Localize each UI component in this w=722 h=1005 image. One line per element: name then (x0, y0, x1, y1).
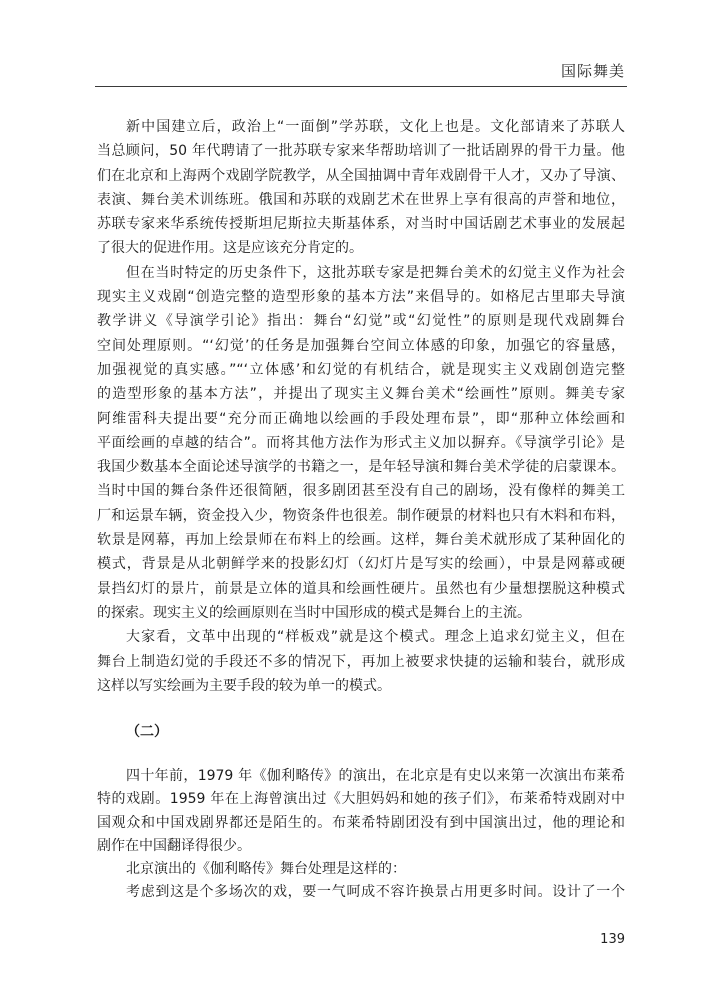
body-text-section-1 (97, 115, 625, 698)
text-line: 表演、舞台美术训练班。俄国和苏联的戏剧艺术在世界上享有很高的声誉和地位， (97, 191, 625, 208)
text-line: 空间处理原则。“‘幻觉’的任务是加强舞台空间立体感的印象，加强它的容量感， (97, 337, 625, 354)
text-line: 平面绘画的卓越的结合”。而将其他方法作为形式主义加以摒弃。《导演学引论》是 (97, 434, 625, 451)
body-text-section-2 (97, 765, 625, 905)
text-line: 加强视觉的真实感。”“‘立体感’和幻觉的有机结合，就是现实主义戏剧创造完整 (97, 361, 625, 378)
text-line: 大家看，文革中出现的“样板戏”就是这个模式。理念上追求幻觉主义，但在 (126, 629, 625, 646)
text-line: 的探索。现实主义的绘画原则在当时中国形成的模式是舞台上的主流。 (97, 604, 531, 621)
text-line: 苏联专家来华系统传授斯坦尼斯拉夫斯基体系，对当时中国话剧艺术事业的发展起 (97, 216, 625, 233)
text-line: 们在北京和上海两个戏剧学院教学，从全国抽调中青年戏剧骨干人才，又办了导演、 (97, 167, 625, 184)
text-line: 了很大的促进作用。这是应该充分肯定的。 (97, 240, 363, 257)
text-line: 剧作在中国翻译得很少。 (97, 837, 251, 854)
text-line: 舞台上制造幻觉的手段还不多的情况下，再加上被要求快捷的运输和装台，就形成 (97, 653, 625, 670)
text-line: 教学讲义《导演学引论》指出：舞台“幻觉”或“幻觉性”的原则是现代戏剧舞台 (97, 313, 625, 330)
text-line: 四十年前，1979 年《伽利略传》的演出，在北京是有史以来第一次演出布莱希 (126, 768, 625, 784)
text-line: 的造型形象的基本方法”，并提出了现实主义舞台美术“绘画性”原则。舞美专家 (97, 386, 625, 403)
text-line: 模式，背景是从北朝鲜学来的投影幻灯（幻灯片是写实的绘画），中景是网幕或硬 (97, 556, 625, 573)
text-line: 厂和运景车辆，资金投入少，物资条件也很差。制作硬景的材料也只有木料和布料， (97, 507, 625, 524)
text-line: 景挡幻灯的景片，前景是立体的道具和绘画性硬片。虽然也有少量想摆脱这种模式 (97, 580, 625, 597)
text-line: 北京演出的《伽利略传》舞台处理是这样的： (126, 861, 406, 878)
paragraph (97, 625, 625, 698)
running-header-title: 国际舞美 (560, 62, 625, 80)
text-line: 当总顾问，50 年代聘请了一批苏联专家来华帮助培训了一批话剧界的骨干力量。他 (97, 143, 625, 160)
text-line: 阿维雷科夫提出要“充分而正确地以绘画的手段处理布景”，即“那种立体绘画和 (97, 410, 625, 427)
text-line: 软景是网幕，再加上绘景师在布料上的绘画。这样，舞台美术就形成了某种固化的 (97, 532, 625, 549)
paragraph (97, 881, 625, 904)
page-number: 139 (600, 932, 625, 947)
paragraph (97, 261, 625, 625)
text-line: 但在当时特定的历史条件下，这批苏联专家是把舞台美术的幻觉主义作为社会 (126, 264, 625, 281)
paragraph (97, 115, 625, 261)
section-heading: （二） (126, 724, 168, 740)
paragraph (97, 858, 625, 881)
text-line: 现实主义戏剧“创造完整的造型形象的基本方法”来倡导的。如格尼古里耶夫导演 (97, 289, 625, 306)
text-line: 我国少数基本全面论述导演学的书籍之一，是年轻导演和舞台美术学徒的启蒙课本。 (97, 459, 625, 476)
text-line: 特的戏剧。1959 年在上海曾演出过《大胆妈妈和她的孩子们》，布莱希特戏剧对中 (97, 791, 625, 808)
text-line: 当时中国的舞台条件还很简陋，很多剧团甚至没有自己的剧场，没有像样的舞美工 (97, 483, 625, 500)
text-line: 新中国建立后，政治上“一面倒”学苏联，文化上也是。文化部请来了苏联人 (126, 119, 625, 135)
text-line: 考虑到这是个多场次的戏，要一气呵成不容许换景占用更多时间。设计了一个 (126, 884, 625, 901)
text-line: 这样以写实绘画为主要手段的较为单一的模式。 (97, 677, 391, 694)
text-line: 国观众和中国戏剧界都还是陌生的。布莱希特剧团没有到中国演出过，他的理论和 (97, 814, 625, 831)
paragraph (97, 765, 625, 858)
header-divider (95, 86, 627, 87)
